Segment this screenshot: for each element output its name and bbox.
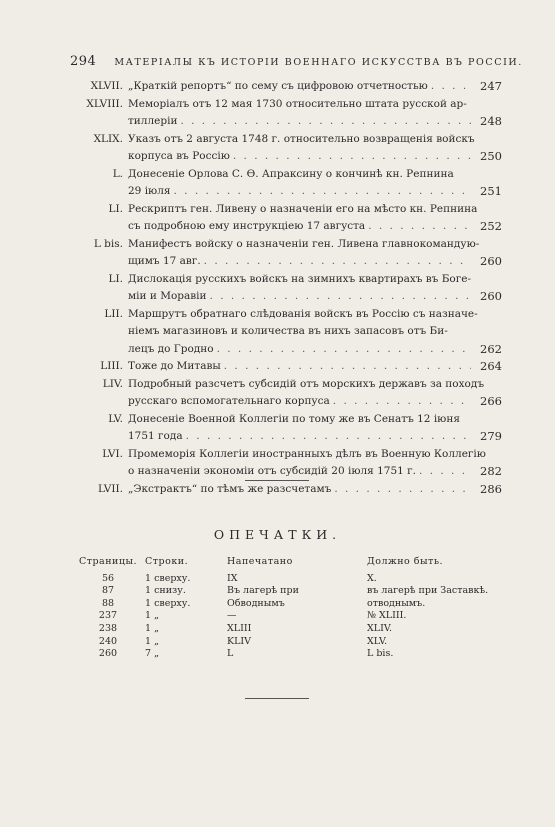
toc-entry-text: съ подробною ему инструкціею 17 августа [128,220,366,232]
toc-page-number: 260 [480,254,502,268]
errata-page: 240 [98,635,118,647]
toc-page-number: 250 [480,149,502,163]
errata-printed: XLIII [227,622,252,634]
toc-line [70,341,502,359]
errata-row [75,610,495,623]
toc-entry [70,358,502,376]
dot-leader [419,463,471,481]
errata-line: 1 снизу. [145,585,186,597]
errata-correct: въ лагерѣ при Заставкѣ. [367,585,489,597]
toc-entry-text: Промеморія Коллегіи иностранныхъ дѣлъ въ Военную Коллегію [128,447,486,460]
dot-leader [204,253,471,271]
toc-line [70,306,502,324]
toc-entry [70,78,502,96]
separator-rule [245,480,309,481]
toc-page-number: 264 [480,359,502,373]
errata-line: 1 сверху. [145,572,191,584]
errata-row [75,585,495,598]
toc-entry-number: XLIX. [93,132,123,145]
toc-entry-text: 29 іюля [128,185,171,197]
dot-leader [224,358,471,376]
toc-entry [70,376,502,411]
toc-entry-text: „Краткій репортъ“ по сему съ цифровою отчетностью [128,80,428,92]
errata-header-correct: Должно быть. [367,556,444,567]
errata-page: 88 [101,597,115,609]
errata-correct: № XLIII. [367,610,407,622]
toc-entry-number: LV. [108,412,123,425]
toc-line [70,131,502,149]
toc-entry-text: Рескриптъ ген. Ливену о назначеніи его на мѣсто кн. Репнина [128,202,478,215]
errata-header-row [75,556,495,569]
toc-entry-text: о назначеніи экономіи отъ субсидій 20 іюля 1751 г. [128,465,416,477]
toc-line [70,446,502,464]
toc-line [70,323,502,341]
toc-line [70,183,502,201]
toc-line [70,253,502,271]
toc-entry-text: корпуса въ Россію [128,150,230,162]
page-header [70,54,523,69]
toc-entry-number: LIV. [102,377,123,390]
toc-page-number: 266 [480,394,502,408]
toc-entry-text: Меморіалъ отъ 12 мая 1730 относительно штата русской ар- [128,97,467,110]
toc-line [70,288,502,306]
toc-entry [70,271,502,306]
errata-correct: XLIV. [367,622,393,634]
toc-entry-text: русскаго вспомогательнаго корпуса [128,395,330,407]
toc-entry [70,166,502,201]
toc-page-number: 262 [480,341,502,356]
toc-line [70,271,502,289]
errata-row [75,573,495,586]
toc-entry-text: Подробный разсчетъ субсидій отъ морскихъ державъ за походъ [128,377,485,390]
toc-entry-text: лецъ до Гродно [128,342,214,355]
errata-table [75,556,495,661]
toc-line [70,218,502,236]
errata-title: ОПЕЧАТКИ. [213,527,342,542]
toc-page-number: 251 [480,184,502,198]
toc-entry [70,446,502,481]
errata-rows [75,573,495,661]
toc-entry-text: Донесеніе Военной Коллегіи по тому же въ Сенатъ 12 іюня [128,412,460,425]
errata-printed: KLIV [227,635,252,647]
toc-line [70,78,502,96]
errata-correct: X. [367,572,377,584]
toc-line [70,358,502,376]
toc-entry [70,131,502,166]
toc-page-number: 279 [480,429,502,443]
toc-page-number: 282 [480,464,502,478]
toc-entry-number: LII. [104,307,123,320]
errata-page: 56 [101,572,115,584]
toc-entry-number: XLVII. [90,80,123,92]
toc-page-number: 247 [480,79,502,93]
toc-entry-text: Маршрутъ обратнаго слѣдованія войскъ въ Россію съ назначе- [128,307,478,320]
page-number: 294 [70,54,97,69]
toc-entry-text: Донесеніе Орлова С. Ѳ. Апраксину о кончинѣ кн. Репнина [128,167,454,180]
toc-entry-text: Указъ отъ 2 августа 1748 г. относительно возвращенія войскъ [128,132,475,145]
toc-entry [70,236,502,271]
errata-printed: Обводнымъ [227,597,285,609]
toc-entry-number: LI. [108,202,123,215]
dot-leader [333,393,471,411]
dot-leader [368,218,471,236]
toc-entry [70,96,502,131]
errata-line: 7 „ [145,648,159,660]
toc-line [70,113,502,131]
errata-page: 87 [101,585,115,597]
toc-page-number: 286 [480,481,502,496]
errata-line: 1 сверху. [145,597,191,609]
toc-page-number: 252 [480,219,502,233]
toc-line [70,463,502,481]
errata-header-lines: Строки. [145,556,189,567]
separator-rule [245,698,309,699]
errata-page: 237 [98,610,118,622]
dot-leader [431,78,471,96]
errata-line: 1 „ [145,610,159,622]
toc-entry-text: „Экстрактъ“ по тѣмъ же разсчетамъ [128,482,332,495]
toc-line [70,393,502,411]
toc-entry-text: Манифестъ войску о назначеніи ген. Ливена главнокомандую- [128,237,480,250]
toc-line [70,428,502,446]
errata-correct: XLV. [367,635,388,647]
toc-line [70,201,502,219]
dot-leader [210,288,471,306]
toc-line [70,376,502,394]
errata-printed: IX [227,572,238,584]
toc-line [70,411,502,429]
toc-entry [70,306,502,359]
errata-page: 238 [98,622,118,634]
toc-entry-text: Дислокація русскихъ войскъ на зимнихъ квартирахъ въ Боге- [128,272,471,285]
toc-entry-text: Тоже до Митавы [128,360,221,372]
dot-leader [180,113,471,131]
toc-entry [70,411,502,446]
errata-printed: L [227,648,234,660]
errata-row [75,648,495,661]
errata-row [75,598,495,611]
dot-leader [174,183,472,201]
errata-header-printed: Напечатано [227,556,293,567]
toc-entry [70,201,502,236]
errata-row [75,636,495,649]
running-title: МАТЕРІАЛЫ КЪ ИСТОРІИ ВОЕННАГО ИСКУССТВА ВЪ РОССІИ. [114,57,523,68]
table-of-contents [70,78,502,498]
errata-correct: отводнымъ. [367,597,426,609]
toc-entry-number: LIII. [100,360,123,372]
toc-entry-number: XLVIII. [86,97,123,110]
toc-entry-text: тиллеріи [128,115,178,127]
toc-line [70,236,502,254]
errata-correct: L bis. [367,648,394,660]
toc-line [70,148,502,166]
errata-header-pages: Страницы. [78,556,138,567]
toc-line [70,96,502,114]
toc-line [70,166,502,184]
errata-printed: Въ лагерѣ при [227,585,299,597]
errata-line: 1 „ [145,635,159,647]
toc-entry [70,481,502,499]
dot-leader [334,481,471,499]
toc-page-number: 260 [480,289,502,303]
toc-entry-text: 1751 года [128,430,183,442]
dot-leader [186,428,471,446]
toc-entry-text: міи и Моравіи [128,290,207,302]
toc-line [70,481,502,499]
toc-entry-text: щимъ 17 авг. [128,255,201,267]
toc-entry-number: LI. [108,272,123,285]
toc-entry-text: ніемъ магазиновъ и количества въ нихъ запасовъ отъ Би- [128,325,448,337]
dot-leader [233,148,471,166]
errata-row [75,623,495,636]
errata-line: 1 „ [145,622,159,634]
toc-page-number: 248 [480,114,502,128]
errata-page: 260 [98,648,118,660]
toc-entry-number: LVI. [102,447,123,460]
toc-entry-number: L. [112,167,123,180]
dot-leader [217,341,471,359]
toc-entry-number: LVII. [98,482,123,495]
errata-printed: — [227,610,237,622]
toc-entry-number: L bis. [93,237,123,250]
